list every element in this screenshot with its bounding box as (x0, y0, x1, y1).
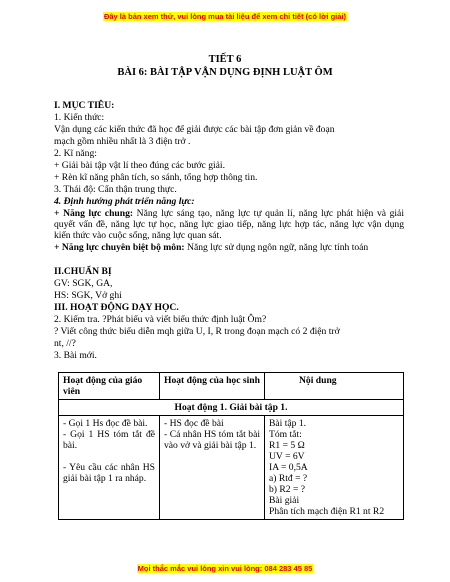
competence-heading: 4. Định hướng phát triển năng lực: (54, 196, 195, 207)
check-question: 2. Kiểm tra. ?Phát biểu và viết biểu thức định luật Ôm? (54, 314, 267, 325)
list-item: - Gọi 1 Hs đọc đề bài. (63, 418, 148, 429)
list-item: - Gọi 1 HS tóm tắt đề bài. (63, 429, 155, 451)
knowledge-text: Vận dụng các kiến thức đã học để giải được các bài tập đơn giản về đoạn (54, 124, 335, 135)
activity-title: Hoạt động 1. Giải bài tập 1. (59, 400, 404, 416)
preparation-heading: II.CHUẨN BỊ (54, 266, 112, 277)
activity-table (58, 372, 404, 520)
list-item: Phân tích mạch điện R1 nt R2 (269, 506, 385, 517)
list-item: Tóm tắt: (269, 429, 302, 440)
teacher-materials: GV: SGK, GA, (54, 278, 113, 289)
lesson-title: BÀI 6: BÀI TẬP VẬN DỤNG ĐỊNH LUẬT ÔM (117, 67, 333, 78)
skill-item: + Giải bài tập vật lí theo đúng các bước giải. (54, 160, 225, 171)
activities-heading: III. HOẠT ĐỘNG DẠY HỌC. (54, 302, 179, 313)
header-student-activity: Hoạt động của học sinh (160, 373, 265, 400)
check-question: ? Viết công thức biểu diễn mqh giữa U, I, R trong đoạn mạch có 2 điện trở (54, 326, 340, 337)
student-activity-cell (160, 416, 265, 520)
activity-title-row (59, 400, 404, 416)
list-item: Bài giải (269, 495, 300, 506)
list-item: - Cá nhân HS tóm tắt bài vào vở và giải bài tập 1. (164, 429, 260, 451)
new-lesson-heading: 3. Bài mới. (54, 350, 97, 361)
list-item: - Yêu cầu các nhân HS giải bài tập 1 ra nháp. (63, 462, 155, 484)
skills-heading: 2. Kĩ năng: (54, 148, 97, 159)
content-cell (265, 416, 404, 520)
list-item: IA = 0,5A (269, 462, 308, 473)
header-content: Nội dung (265, 373, 404, 400)
teacher-activity-cell (59, 416, 160, 520)
check-question-cont: nt, //? (54, 338, 76, 349)
knowledge-heading: 1. Kiến thức: (54, 112, 105, 123)
list-item: b) R2 = ? (269, 484, 306, 495)
skill-item: + Rèn kĩ năng phân tích, so sánh, tổng hợp thông tin. (54, 172, 258, 183)
lesson-number: TIẾT 6 (208, 54, 242, 65)
preview-notice-banner: Đây là bản xem thử, vui lòng mua tài liệu để xem chi tiết (có lời giải) (103, 12, 347, 21)
list-item: a) Rtđ = ? (269, 473, 308, 484)
list-item: - HS đọc đề bài (164, 418, 224, 429)
table-row (59, 416, 404, 520)
list-item: Bài tập 1. (269, 418, 307, 429)
list-item: UV = 6V (269, 451, 305, 462)
list-item: R1 = 5 Ω (269, 440, 305, 451)
general-competence: + Năng lực chung: Năng lực sáng tạo, năng lực tự quản lí, năng lực phát hiện và giải quyết vấn đề, năng lực tự học, năng lực giao tiếp, năng lực hợp tác, năng lực vận dụng kiến thức vào cuộc sống, năng lực quan sát. (54, 208, 404, 241)
knowledge-text-cont: mạch gồm nhiều nhất là 3 điện trở . (54, 136, 191, 147)
student-materials: HS: SGK, Vở ghi (54, 290, 122, 301)
header-teacher-activity: Hoạt động của giáo viên (59, 373, 160, 400)
attitude-text: 3. Thái độ: Cẩn thận trung thực. (54, 184, 177, 195)
specific-competence: + Năng lực chuyên biệt bộ môn: Năng lực sử dụng ngôn ngữ, năng lực tính toán (54, 242, 369, 253)
objectives-heading: I. MỤC TIÊU: (54, 100, 115, 111)
table-header-row (59, 373, 404, 400)
contact-banner: Mọi thắc mắc vui lòng xin vui lòng: 084 283 45 85 (137, 564, 313, 573)
